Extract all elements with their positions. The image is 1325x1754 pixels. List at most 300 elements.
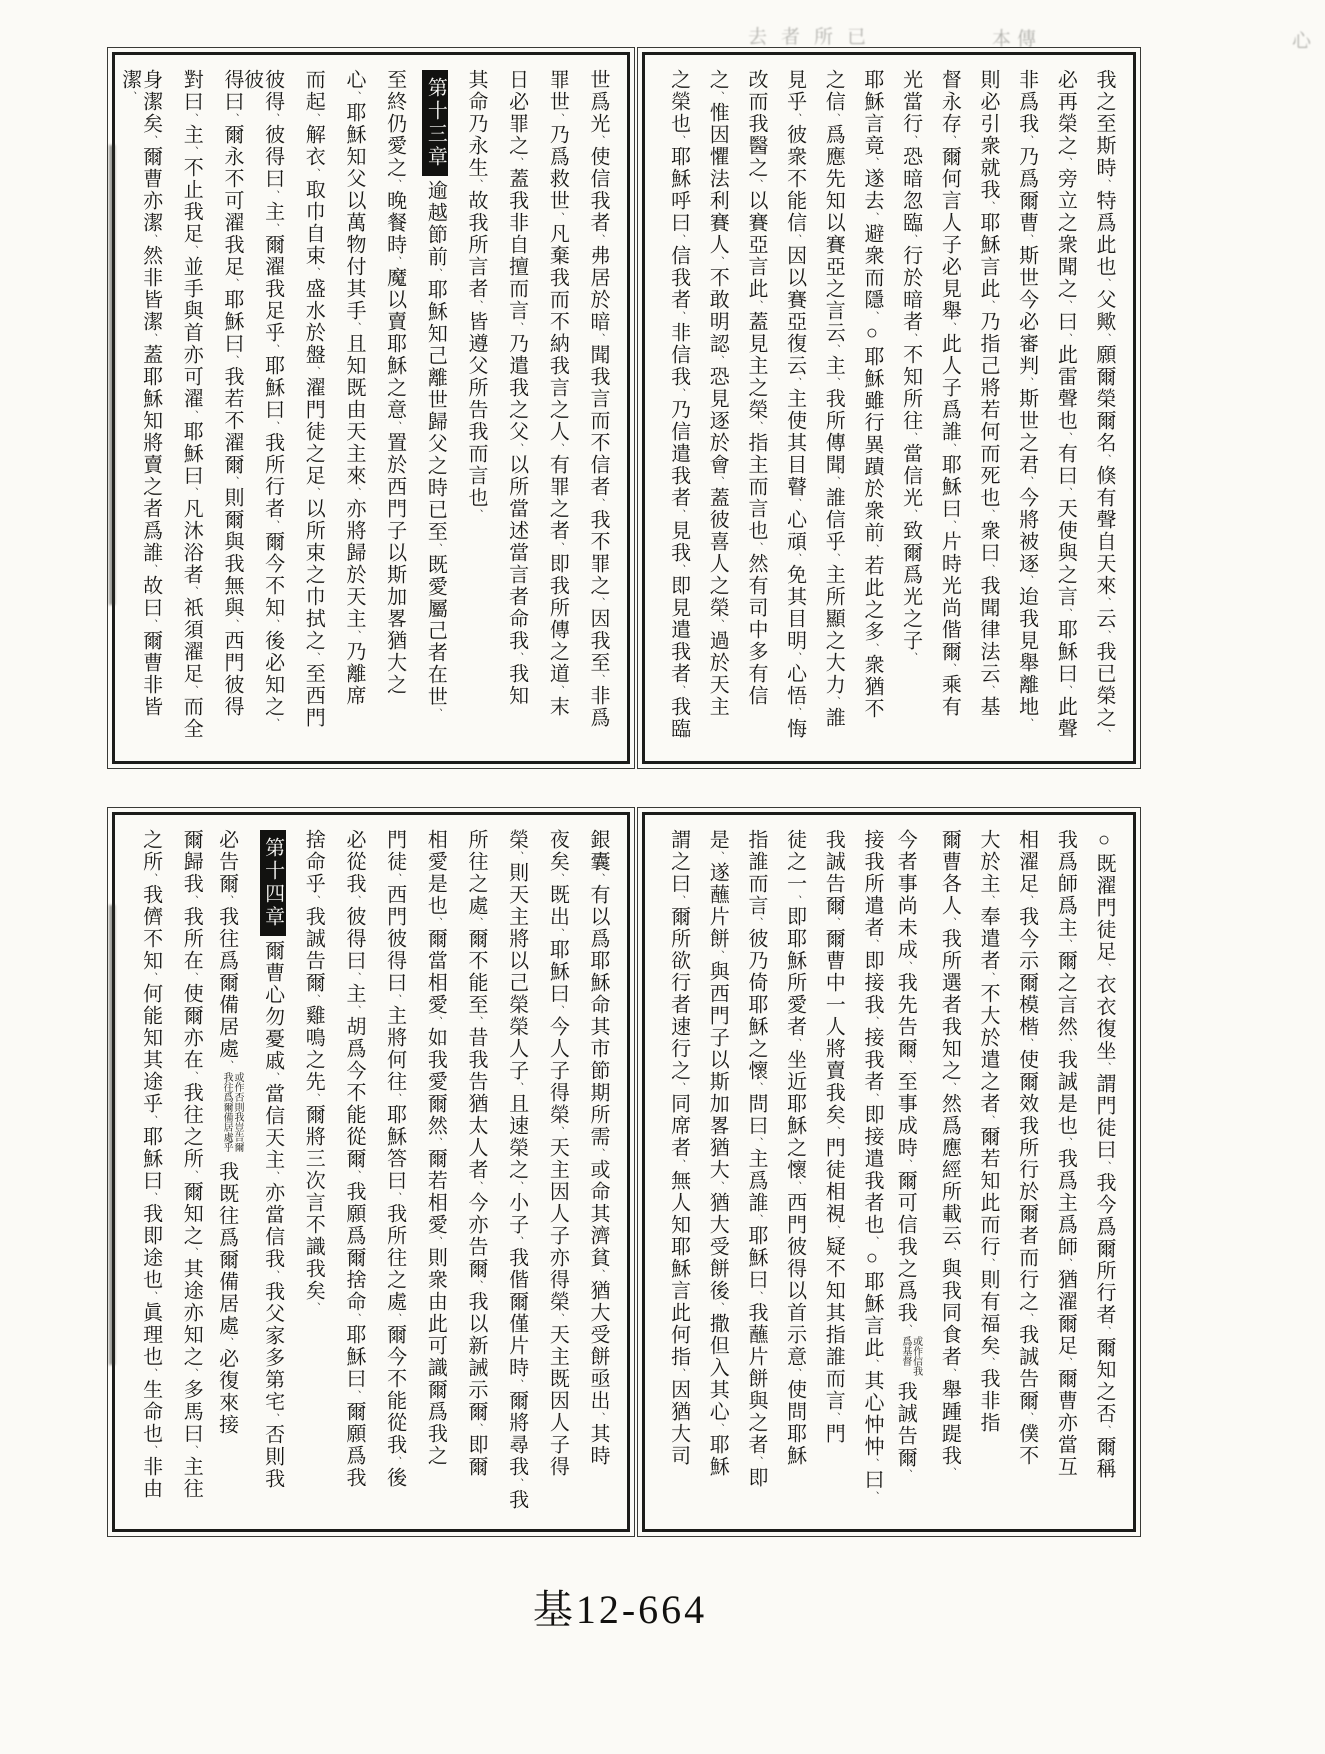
punctuation-mark: 、 xyxy=(866,1236,878,1247)
punctuation-mark: 、 xyxy=(470,1280,482,1291)
punctuation-mark: 、 xyxy=(267,619,279,630)
text-column: 我誠告爾、爾曹中一人將賣我矣、門徒相視、疑不知其指誰而言、門 xyxy=(822,829,845,1445)
punctuation-mark: 、 xyxy=(186,1445,198,1456)
punctuation-mark: 、 xyxy=(1060,608,1072,619)
punctuation-mark: 、 xyxy=(186,1170,198,1181)
punctuation-mark: 、 xyxy=(750,300,762,311)
punctuation-mark: 、 xyxy=(267,1270,279,1281)
punctuation-mark: 、 xyxy=(1060,685,1072,696)
punctuation-mark: 、 xyxy=(900,1469,912,1480)
punctuation-mark: 、 xyxy=(389,1456,401,1467)
punctuation-mark: 、 xyxy=(712,256,724,267)
punctuation-mark: 、 xyxy=(145,1192,157,1203)
punctuation-mark: 、 xyxy=(712,91,724,102)
header-smudge-fragment: 去者所已 xyxy=(748,27,881,48)
punctuation-mark: 、 xyxy=(226,355,238,366)
punctuation-mark: 、 xyxy=(226,619,238,630)
punctuation-mark: 、 xyxy=(308,1093,320,1104)
punctuation-mark: 、 xyxy=(145,1445,157,1456)
punctuation-mark: 、 xyxy=(430,917,442,928)
text-column: 之榮也、耶穌呼曰、信我者、非信我、乃信遣我者、見我、即見遣我者、我臨 xyxy=(667,69,690,740)
punctuation-mark: 、 xyxy=(470,1423,482,1434)
punctuation-mark: 、 xyxy=(789,1038,801,1049)
text-column: ○既濯門徒足、衣衣復坐、謂門徒曰、我今爲爾所行者、爾知之否、爾稱 xyxy=(1093,829,1115,1480)
punctuation-mark: 、 xyxy=(905,432,917,443)
punctuation-mark: 、 xyxy=(673,388,685,399)
punctuation-mark: 、 xyxy=(389,421,401,432)
punctuation-mark: 、 xyxy=(186,972,198,983)
text-column: 徒之一、即耶穌所愛者、坐近耶穌之懷、西門彼得以首示意、使問耶穌 xyxy=(783,829,806,1467)
punctuation-mark: 、 xyxy=(1060,1038,1072,1049)
punctuation-mark: 、 xyxy=(750,1291,762,1302)
punctuation-mark: 、 xyxy=(267,1413,279,1424)
punctuation-mark: 、 xyxy=(1021,1412,1033,1423)
punctuation-mark: 、 xyxy=(866,1491,878,1502)
punctuation-mark: 、 xyxy=(1099,597,1110,608)
punctuation-mark: 、 xyxy=(944,1082,956,1093)
text-column: 之信、爲應先知以賽亞之言云、主、我所傳聞、誰信乎、主所顯之大力、誰 xyxy=(822,69,845,729)
text-column: 相愛是也、爾當相愛、如我愛爾然、爾若相愛、則衆由此可識爾爲我之 xyxy=(424,829,447,1467)
punctuation-mark: 、 xyxy=(982,1115,994,1126)
punctuation-mark: 、 xyxy=(944,663,956,674)
text-column: 必從我、彼得曰、主、胡爲今不能從爾、我願爲爾捨命、耶穌曰、爾願爲我 xyxy=(342,829,365,1489)
punctuation-mark: 、 xyxy=(1060,157,1072,168)
punctuation-mark: 、 xyxy=(470,179,482,190)
punctuation-mark: 、 xyxy=(348,1390,360,1401)
text-column: 而起、解衣、取巾自束、盛水於盤、濯門徒之足、以所束之巾拭之、至西門 xyxy=(302,69,325,729)
punctuation-mark: 、 xyxy=(348,972,360,983)
punctuation-mark: 、 xyxy=(308,1302,320,1313)
punctuation-mark: 、 xyxy=(1099,630,1110,641)
column-area xyxy=(657,69,1121,749)
punctuation-mark: 、 xyxy=(430,1016,442,1027)
punctuation-mark: 、 xyxy=(511,1478,523,1489)
punctuation-mark: 、 xyxy=(124,91,136,102)
punctuation-mark: 、 xyxy=(267,718,279,729)
punctuation-mark: 、 xyxy=(828,476,840,487)
punctuation-mark: 、 xyxy=(866,939,878,950)
punctuation-mark: 、 xyxy=(511,652,523,663)
punctuation-mark: 、 xyxy=(982,564,994,575)
text-column: 捨命乎、我誠告爾、雞鳴之先、爾將三次言不識我矣、 xyxy=(302,829,325,1313)
punctuation-mark: 、 xyxy=(389,1093,401,1104)
punctuation-mark: 、 xyxy=(944,917,956,928)
punctuation-mark: 、 xyxy=(226,113,238,124)
text-column: 改而我醫之、以賽亞言此、蓋見主之榮、指主而言也、然有司中多有信 xyxy=(744,69,767,707)
punctuation-mark: 、 xyxy=(186,895,198,906)
text-column: 第十三章逾越節前、耶穌知己離世歸父之時已至、既愛屬己者在世、 xyxy=(412,69,453,749)
punctuation-mark: 、 xyxy=(186,1368,198,1379)
punctuation-mark: 、 xyxy=(982,1258,994,1269)
punctuation-mark: 、 xyxy=(828,1126,840,1137)
punctuation-mark: 、 xyxy=(267,421,279,432)
punctuation-mark: 、 xyxy=(389,179,401,190)
punctuation-mark: 、 xyxy=(593,333,604,344)
text-column: 日必罪之、蓋我非自擅而言、乃遣我之父、以所當述當言者命我、我知 xyxy=(505,69,528,707)
punctuation-mark: 、 xyxy=(593,597,604,608)
text-column: 是、遂蘸片餅、與西門子以斯加畧猶大、猶大受餅後、撒但入其心、耶穌 xyxy=(706,829,729,1478)
punctuation-mark: 、 xyxy=(1060,939,1072,950)
punctuation-mark: 、 xyxy=(593,674,604,685)
chapter-heading: 第十四章 xyxy=(260,830,286,936)
text-column: 得曰、爾永不可濯我足、耶穌曰、我若不濯爾、則爾與我無與、西門彼得 xyxy=(220,69,243,718)
punctuation-mark: 、 xyxy=(828,553,840,564)
punctuation-mark: 、 xyxy=(348,1170,360,1181)
punctuation-mark: 、 xyxy=(828,917,840,928)
punctuation-mark: 、 xyxy=(900,1060,912,1071)
punctuation-mark: 、 xyxy=(712,355,724,366)
punctuation-mark: 、 xyxy=(982,509,994,520)
punctuation-mark: 、 xyxy=(866,311,878,322)
punctuation-mark: 、 xyxy=(348,487,360,498)
text-column: 爾曹各人、我所選者我知之、然爲應經所載云、與我同食者、舉踵踶我、 xyxy=(938,829,961,1478)
punctuation-mark: 、 xyxy=(186,1247,198,1258)
punctuation-mark: 、 xyxy=(673,1159,685,1170)
punctuation-mark: 、 xyxy=(348,322,360,333)
text-column: 銀囊、有以爲耶穌命其市節期所需、或命其濟貧、猶大受餅亟出、其時 xyxy=(587,829,609,1467)
punctuation-mark: 、 xyxy=(712,619,724,630)
punctuation-mark: 、 xyxy=(430,708,442,719)
punctuation-mark: 、 xyxy=(866,212,878,223)
punctuation-mark: 、 xyxy=(1021,1038,1033,1049)
punctuation-mark: 、 xyxy=(1060,333,1072,344)
punctuation-mark: 、 xyxy=(1060,300,1072,311)
punctuation-mark: 、 xyxy=(1060,1258,1072,1269)
punctuation-mark: 、 xyxy=(552,212,564,223)
punctuation-mark: 、 xyxy=(1099,729,1110,740)
punctuation-mark: 、 xyxy=(905,652,917,663)
punctuation-mark: 、 xyxy=(1021,476,1033,487)
punctuation-mark: 、 xyxy=(944,1467,956,1478)
punctuation-mark: 、 xyxy=(982,972,994,983)
punctuation-mark: 、 xyxy=(789,652,801,663)
text-column: 必告爾、我往爲爾備居處、或作否則我豈告爾我往爲爾備居處乎我既往爲爾備居處、必復來接 xyxy=(215,829,243,1436)
punctuation-mark: 、 xyxy=(866,643,878,654)
punctuation-mark: 、 xyxy=(828,113,840,124)
punctuation-mark: 、 xyxy=(552,1126,564,1137)
text-column: 第十四章爾曹心勿憂戚、當信天主、亦當信我、我父家多第宅、否則我 xyxy=(249,829,290,1517)
punctuation-mark: 、 xyxy=(389,994,401,1005)
punctuation-mark: 、 xyxy=(145,234,157,245)
punctuation-mark: 、 xyxy=(1021,718,1033,729)
punctuation-mark: 、 xyxy=(186,146,198,157)
punctuation-mark: 、 xyxy=(866,1016,878,1027)
punctuation-mark: 、 xyxy=(828,1412,840,1423)
punctuation-mark: 、 xyxy=(511,1082,523,1093)
punctuation-mark: 、 xyxy=(712,851,724,862)
punctuation-mark: 、 xyxy=(552,1005,564,1016)
punctuation-mark: 、 xyxy=(186,1071,198,1082)
punctuation-mark: 、 xyxy=(145,1368,157,1379)
punctuation-mark: 、 xyxy=(789,498,801,509)
text-column: 之所、我儕不知、何能知其途乎、耶穌曰、我即途也、眞理也、生命也、非由 xyxy=(139,829,162,1500)
punctuation-mark: 、 xyxy=(430,1137,442,1148)
punctuation-mark: 、 xyxy=(789,1181,801,1192)
punctuation-mark: 、 xyxy=(308,994,320,1005)
text-column: 我爲師爲主、爾之言然、我誠是也、我爲主爲師、猶濯爾足、爾曹亦當互 xyxy=(1054,829,1077,1478)
punctuation-mark: 、 xyxy=(750,1214,762,1225)
punctuation-mark: 、 xyxy=(511,851,523,862)
text-column: 心、耶穌知父以萬物付其手、且知既由天主來、亦將歸於天主、乃離席 xyxy=(342,69,365,707)
punctuation-mark: 、 xyxy=(1099,278,1110,289)
punctuation-mark: 、 xyxy=(267,1171,279,1182)
punctuation-mark: 、 xyxy=(267,344,279,355)
punctuation-mark: 、 xyxy=(308,895,320,906)
punctuation-mark: 、 xyxy=(511,1379,523,1390)
punctuation-mark: 、 xyxy=(593,135,604,146)
punctuation-mark: 、 xyxy=(308,366,320,377)
punctuation-mark: 、 xyxy=(145,135,157,146)
punctuation-mark: 、 xyxy=(750,1456,762,1467)
punctuation-mark: 、 xyxy=(750,1082,762,1093)
punctuation-mark: 、 xyxy=(593,498,604,509)
punctuation-mark: 、 xyxy=(267,190,279,201)
punctuation-mark: 、 xyxy=(789,234,801,245)
punctuation-mark: 、 xyxy=(1060,487,1072,498)
punctuation-mark: 、 xyxy=(982,300,994,311)
punctuation-mark: 、 xyxy=(308,113,320,124)
punctuation-mark: 、 xyxy=(186,685,198,696)
punctuation-mark: 、 xyxy=(552,873,564,884)
punctuation-mark: 、 xyxy=(308,652,320,663)
text-column: 至終仍愛之、晚餐時、魔以賣耶穌之意、置於西門子以斯加畧猶大之 xyxy=(383,69,406,696)
column-area xyxy=(118,69,615,749)
punctuation-mark: 、 xyxy=(226,476,238,487)
text-column: 彼得、彼得曰、主、爾濯我足乎、耶穌曰、我所行者、爾今不知、後必知之、彼 xyxy=(240,69,284,729)
punctuation-mark: 、 xyxy=(552,443,564,454)
text-column: 必再榮之、旁立之衆聞之、曰、此雷聲也、有曰、天使與之言、耶穌曰、此聲 xyxy=(1054,69,1077,740)
punctuation-mark: 、 xyxy=(348,91,360,102)
punctuation-mark: 、 xyxy=(673,1082,685,1093)
text-column: 其命乃永生、故我所言者、皆遵父所告我而言也、 xyxy=(464,69,487,520)
punctuation-mark: 、 xyxy=(186,586,198,597)
punctuation-mark: 、 xyxy=(267,1072,279,1083)
punctuation-mark: 、 xyxy=(145,873,157,884)
punctuation-mark: 、 xyxy=(308,267,320,278)
punctuation-mark: 、 xyxy=(348,1313,360,1324)
punctuation-mark: 、 xyxy=(1099,1062,1110,1073)
header-smudge-fragment: 心 xyxy=(1292,31,1325,52)
header-smudge-fragment: 本傳 xyxy=(992,29,1043,50)
text-column: 督永存、爾何言人子必見舉、此人子爲誰、耶穌曰、片時光尚偕爾、乘有 xyxy=(938,69,961,718)
text-panel-bottom-right xyxy=(642,812,1136,1532)
punctuation-mark: 、 xyxy=(1099,333,1110,344)
punctuation-mark: 、 xyxy=(145,1115,157,1126)
punctuation-mark: 、 xyxy=(221,1060,233,1071)
text-column: 我之至斯時、特爲此也、父歟、願爾榮爾名、倏有聲自天來、云、我已榮之、 xyxy=(1093,69,1115,740)
punctuation-mark: 、 xyxy=(593,873,604,884)
punctuation-mark: 、 xyxy=(789,1368,801,1379)
punctuation-mark: 、 xyxy=(552,685,564,696)
punctuation-mark: 、 xyxy=(593,1148,604,1159)
text-column: 夜矣、既出、耶穌曰、今人子得榮、天主因人子亦得榮、天主既因人子得 xyxy=(546,829,569,1478)
punctuation-mark: 、 xyxy=(593,234,604,245)
punctuation-mark: 、 xyxy=(866,544,878,555)
punctuation-mark: 、 xyxy=(145,619,157,630)
punctuation-mark: 、 xyxy=(905,333,917,344)
punctuation-mark: 、 xyxy=(673,509,685,520)
punctuation-mark: 、 xyxy=(221,895,233,906)
punctuation-mark: 、 xyxy=(673,1368,685,1379)
punctuation-mark: 、 xyxy=(430,1236,442,1247)
punctuation-mark: 、 xyxy=(789,895,801,906)
punctuation-mark: 、 xyxy=(1021,1313,1033,1324)
punctuation-mark: 、 xyxy=(944,322,956,333)
text-column: 接我所遣者、即接我、接我者、即接遣我者也、○耶穌言此、其心忡忡、曰、 xyxy=(860,829,883,1502)
punctuation-mark: 、 xyxy=(389,1313,401,1324)
punctuation-mark: 、 xyxy=(905,234,917,245)
column-area xyxy=(657,829,1121,1517)
running-head-smudge xyxy=(0,20,1325,52)
punctuation-mark: 、 xyxy=(982,895,994,906)
punctuation-mark: 、 xyxy=(348,630,360,641)
punctuation-mark: 、 xyxy=(145,564,157,575)
text-column: 對曰、主、不止我足、並手與首亦可濯、耶穌曰、凡沐浴者、祇須濯足、而全 xyxy=(180,69,203,740)
punctuation-mark: 、 xyxy=(1099,1425,1110,1436)
punctuation-mark: 、 xyxy=(944,443,956,454)
punctuation-mark: 、 xyxy=(552,928,564,939)
punctuation-mark: 、 xyxy=(1021,377,1033,388)
text-column: 指誰而言、彼乃倚耶穌之懷、問曰、主爲誰、耶穌曰、我蘸片餅與之者、即 xyxy=(744,829,767,1489)
punctuation-mark: 、 xyxy=(673,564,685,575)
punctuation-mark: 、 xyxy=(1099,179,1110,190)
punctuation-mark: 、 xyxy=(511,322,523,333)
punctuation-mark: 、 xyxy=(186,113,198,124)
punctuation-mark: 、 xyxy=(470,917,482,928)
punctuation-mark: 、 xyxy=(828,696,840,707)
punctuation-mark: 、 xyxy=(789,377,801,388)
punctuation-mark: 、 xyxy=(226,278,238,289)
punctuation-mark: 、 xyxy=(186,487,198,498)
punctuation-mark: 、 xyxy=(267,520,279,531)
punctuation-mark: 、 xyxy=(789,553,801,564)
punctuation-mark: 、 xyxy=(750,421,762,432)
punctuation-mark: 、 xyxy=(712,950,724,961)
punctuation-mark: 、 xyxy=(750,1137,762,1148)
punctuation-mark: 、 xyxy=(712,476,724,487)
punctuation-mark: 、 xyxy=(145,1291,157,1302)
punctuation-mark: 、 xyxy=(593,1269,604,1280)
punctuation-mark: 、 xyxy=(186,245,198,256)
punctuation-mark: 、 xyxy=(905,509,917,520)
punctuation-mark: 、 xyxy=(470,1181,482,1192)
punctuation-mark: 、 xyxy=(1021,135,1033,146)
punctuation-mark: 、 xyxy=(511,157,523,168)
punctuation-mark: 、 xyxy=(1099,454,1110,465)
text-column: 耶穌言竟、遂去、避衆而隱、○耶穌雖行異蹟於衆前、若此之多、衆猶不 xyxy=(860,69,883,720)
punctuation-mark: 、 xyxy=(308,487,320,498)
text-column: 謂之曰、爾所欲行者速行之、同席者、無人知耶穌言此何指、因猶大司 xyxy=(667,829,690,1467)
punctuation-mark: 、 xyxy=(712,1181,724,1192)
punctuation-mark: 、 xyxy=(145,333,157,344)
punctuation-mark: 、 xyxy=(470,1016,482,1027)
punctuation-mark: 、 xyxy=(828,1225,840,1236)
punctuation-mark: 、 xyxy=(944,1368,956,1379)
punctuation-mark: 、 xyxy=(348,895,360,906)
text-column: 榮、則天主將以己榮榮人子、且速榮之、小子、我偕爾僅片時、爾將尋我、我 xyxy=(505,829,528,1511)
punctuation-mark: 、 xyxy=(267,113,279,124)
punctuation-mark: 、 xyxy=(470,300,482,311)
punctuation-mark: 、 xyxy=(221,1337,233,1348)
punctuation-mark: 、 xyxy=(673,895,685,906)
punctuation-mark: 、 xyxy=(750,542,762,553)
text-panel-top-right xyxy=(642,52,1136,764)
punctuation-mark: 、 xyxy=(982,201,994,212)
punctuation-mark: 、 xyxy=(1060,1357,1072,1368)
punctuation-mark: 、 xyxy=(1021,234,1033,245)
page-number: 基12-664 xyxy=(532,1587,708,1632)
punctuation-mark: 、 xyxy=(186,410,198,421)
punctuation-mark: 、 xyxy=(1021,895,1033,906)
text-column: 見乎、彼衆不能信、因以賽亞復云、主使其目瞽、心頑、免其目明、心悟、悔 xyxy=(783,69,806,740)
punctuation-mark: 、 xyxy=(900,1159,912,1170)
punctuation-mark: 、 xyxy=(1099,963,1110,974)
punctuation-mark: 、 xyxy=(470,509,482,520)
punctuation-mark: 、 xyxy=(511,1236,523,1247)
text-column: 則必引衆就我、耶穌言此、乃指己將若何而死也、衆曰、我聞律法云、基 xyxy=(976,69,999,718)
text-panel-top-left xyxy=(112,52,630,764)
punctuation-mark: 、 xyxy=(944,135,956,146)
text-column: 門徒、西門彼得曰、主將何往、耶穌答曰、我所往之處、爾今不能從我、後 xyxy=(383,829,406,1489)
punctuation-mark: 、 xyxy=(789,707,801,718)
punctuation-mark: 、 xyxy=(673,135,685,146)
punctuation-mark: 、 xyxy=(944,1247,956,1258)
punctuation-mark: 、 xyxy=(145,972,157,983)
punctuation-mark: 、 xyxy=(789,113,801,124)
punctuation-mark: 、 xyxy=(982,1357,994,1368)
punctuation-mark: 、 xyxy=(944,520,956,531)
text-column: 非爲我、乃爲爾曹、斯世今必審判、斯世之君、今將被逐、迨我見舉離地、 xyxy=(1015,69,1038,729)
chapter-heading: 第十三章 xyxy=(422,70,448,176)
text-column: 光當行、恐暗忽臨、行於暗者、不知所往、當信光、致爾爲光之子、 xyxy=(899,69,922,663)
interlinear-note: 或作否則我豈告爾我往爲爾備居處乎 xyxy=(221,1072,243,1152)
punctuation-mark: 、 xyxy=(552,113,564,124)
punctuation-mark: 、 xyxy=(552,1313,564,1324)
punctuation-mark: 、 xyxy=(308,168,320,179)
punctuation-mark: 、 xyxy=(267,223,279,234)
punctuation-mark: 、 xyxy=(750,179,762,190)
punctuation-mark: 、 xyxy=(1099,1326,1110,1337)
punctuation-mark: 、 xyxy=(828,377,840,388)
text-column: 之、惟因懼法利賽人、不敢明認、恐見逐於會、蓋彼喜人之榮、過於天主 xyxy=(706,69,729,718)
punctuation-mark: 、 xyxy=(673,311,685,322)
punctuation-mark: 、 xyxy=(552,542,564,553)
punctuation-mark: 、 xyxy=(905,135,917,146)
punctuation-mark: 、 xyxy=(1060,1137,1072,1148)
text-panel-bottom-left xyxy=(112,812,630,1532)
punctuation-mark: 、 xyxy=(430,543,442,554)
text-column: 所往之處、爾不能至、昔我告猶太人者、今亦告爾、我以新誡示爾、即爾 xyxy=(464,829,487,1478)
interlinear-note: 或作信我爲基督 xyxy=(899,1336,922,1376)
punctuation-mark: 、 xyxy=(712,1302,724,1313)
column-area xyxy=(127,829,615,1517)
punctuation-mark: 、 xyxy=(866,1458,878,1469)
punctuation-mark: 、 xyxy=(430,268,442,279)
text-column: 世爲光、使信我者、弗居於暗、聞我言而不信者、我不罪之、因我至、非爲 xyxy=(587,69,609,729)
punctuation-mark: 、 xyxy=(866,1359,878,1370)
punctuation-mark: 、 xyxy=(900,1324,912,1335)
punctuation-mark: 、 xyxy=(389,1192,401,1203)
text-column: 大於主、奉遣者、不大於遣之者、爾若知此而行、則有福矣、我非指 xyxy=(976,829,999,1434)
punctuation-mark: 、 xyxy=(673,685,685,696)
text-column: 爾歸我、我所在、使爾亦在、我往之所、爾知之、其途亦知之、多馬曰、主往 xyxy=(180,829,203,1500)
punctuation-mark: 、 xyxy=(750,917,762,928)
punctuation-mark: 、 xyxy=(900,961,912,972)
punctuation-mark: 、 xyxy=(511,443,523,454)
punctuation-mark: 、 xyxy=(828,344,840,355)
punctuation-mark: 、 xyxy=(511,1181,523,1192)
punctuation-mark: 、 xyxy=(866,157,878,168)
